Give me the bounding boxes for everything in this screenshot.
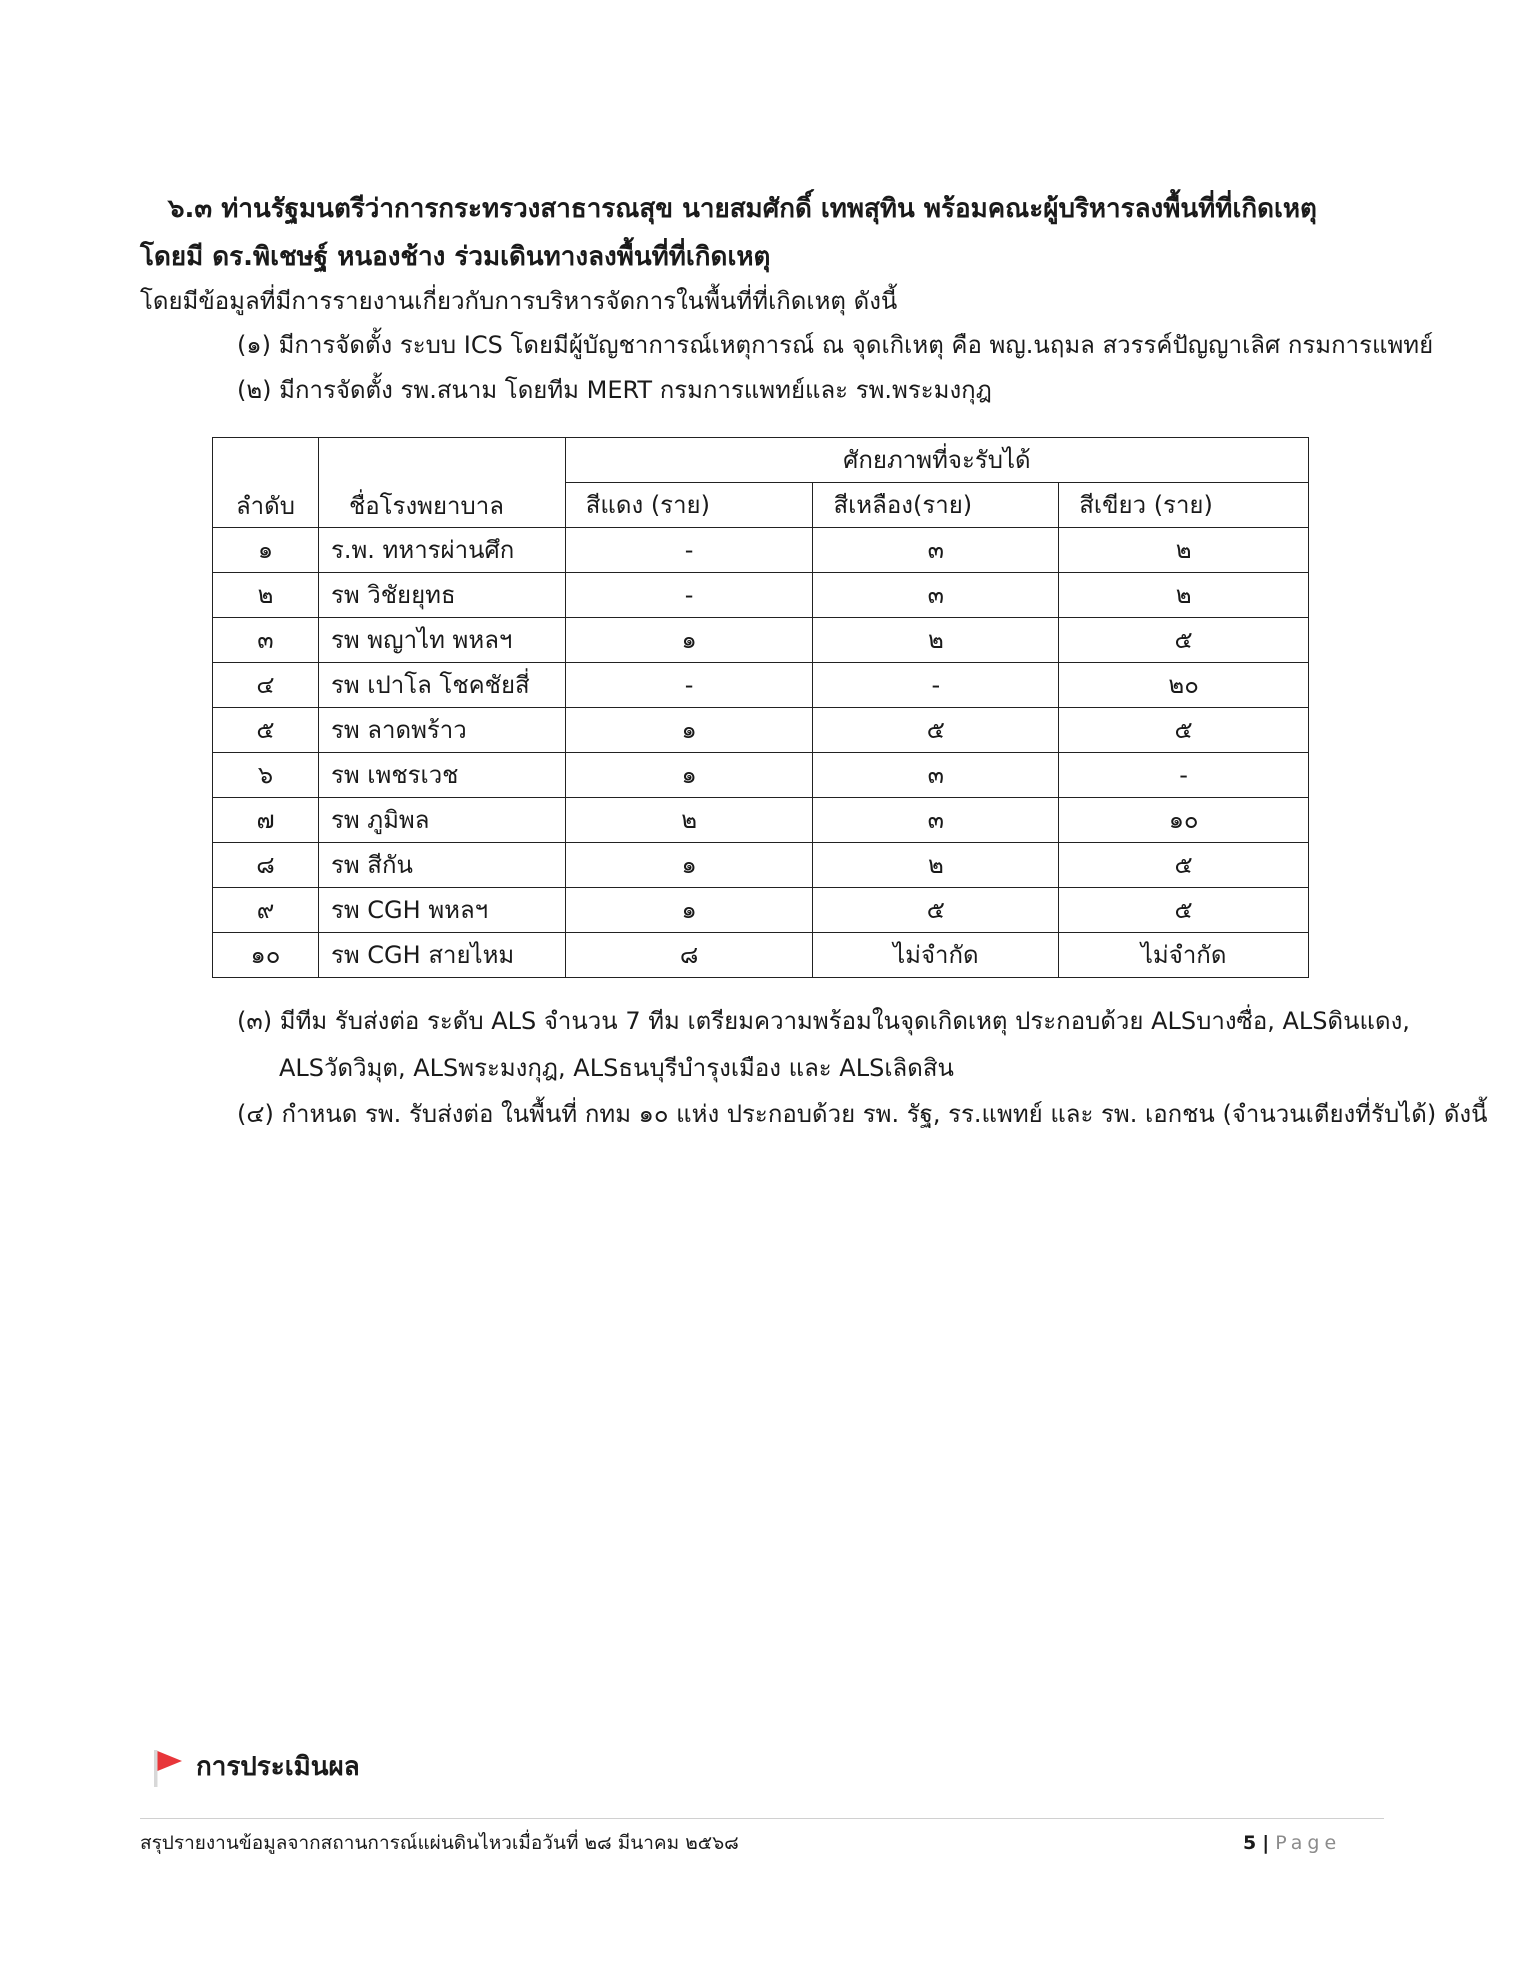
footer-divider xyxy=(140,1818,1384,1819)
cell-yellow: ๕ xyxy=(813,888,1059,933)
cell-order: ๖ xyxy=(213,753,319,798)
table-body xyxy=(213,528,1309,978)
header-order: ลำดับ xyxy=(213,438,319,528)
cell-red: - xyxy=(565,663,813,708)
cell-red: - xyxy=(565,528,813,573)
flag-icon xyxy=(152,1748,184,1788)
header-hospital-name: ชื่อโรงพยาบาล xyxy=(318,438,565,528)
cell-green: ๒ xyxy=(1059,573,1309,618)
cell-order: ๙ xyxy=(213,888,319,933)
cell-green: ๕ xyxy=(1059,708,1309,753)
cell-green: ๒ xyxy=(1059,528,1309,573)
header-green: สีเขียว (ราย) xyxy=(1059,483,1309,528)
cell-yellow: ๒ xyxy=(813,843,1059,888)
table-row xyxy=(213,528,1309,573)
cell-order: ๕ xyxy=(213,708,319,753)
page-number-value: 5 xyxy=(1243,1832,1257,1854)
section-heading-line1: ๖.๓ ท่านรัฐมนตรีว่าการกระทรวงสาธารณสุข นายสมศักดิ์ เทพสุทิน พร้อมคณะผู้บริหารลงพื้นที่ที่เกิดเหตุ xyxy=(168,194,1317,224)
cell-red: ๒ xyxy=(565,798,813,843)
cell-red: ๑ xyxy=(565,753,813,798)
cell-order: ๗ xyxy=(213,798,319,843)
cell-yellow: - xyxy=(813,663,1059,708)
cell-hospital-name: รพ ลาดพร้าว xyxy=(318,708,565,753)
cell-green: ๕ xyxy=(1059,888,1309,933)
page-separator: | xyxy=(1262,1832,1270,1854)
item-referral-hospitals: (๔) กำหนด รพ. รับส่งต่อ ในพื้นที่ กทม ๑๐ แห่ง ประกอบด้วย รพ. รัฐ, รร.แพทย์ และ รพ. เอกชน (จำนวนเตียงที่รับได้) ดังนี้ xyxy=(237,1100,1488,1128)
header-yellow: สีเหลือง(ราย) xyxy=(813,483,1059,528)
intro-paragraph: โดยมีข้อมูลที่มีการรายงานเกี่ยวกับการบริหารจัดการในพื้นที่ที่เกิดเหตุ ดังนี้ xyxy=(140,287,898,315)
table-row xyxy=(213,663,1309,708)
table-row xyxy=(213,573,1309,618)
cell-hospital-name: รพ สีกัน xyxy=(318,843,565,888)
cell-order: ๘ xyxy=(213,843,319,888)
cell-yellow: ๕ xyxy=(813,708,1059,753)
cell-red: ๑ xyxy=(565,888,813,933)
cell-green: ๕ xyxy=(1059,618,1309,663)
assessment-title: การประเมินผล xyxy=(196,1752,360,1782)
cell-yellow: ไม่จำกัด xyxy=(813,933,1059,978)
cell-red: ๑ xyxy=(565,618,813,663)
table-row xyxy=(213,843,1309,888)
cell-red: ๑ xyxy=(565,843,813,888)
cell-green: - xyxy=(1059,753,1309,798)
cell-green: ๕ xyxy=(1059,843,1309,888)
page-number xyxy=(1243,1830,1341,1856)
cell-yellow: ๓ xyxy=(813,753,1059,798)
cell-hospital-name: รพ CGH สายไหม xyxy=(318,933,565,978)
cell-hospital-name: รพ เพชรเวช xyxy=(318,753,565,798)
cell-green: ไม่จำกัด xyxy=(1059,933,1309,978)
cell-red: - xyxy=(565,573,813,618)
cell-yellow: ๓ xyxy=(813,528,1059,573)
cell-red: ๘ xyxy=(565,933,813,978)
header-red: สีแดง (ราย) xyxy=(565,483,813,528)
section-heading-line2: โดยมี ดร.พิเชษฐ์ หนองช้าง ร่วมเดินทางลงพื้นที่ที่เกิดเหตุ xyxy=(140,242,771,272)
item-field-hospital: (๒) มีการจัดตั้ง รพ.สนาม โดยทีม MERT กรมการแพทย์และ รพ.พระมงกุฎ xyxy=(237,376,992,404)
cell-hospital-name: รพ พญาไท พหลฯ xyxy=(318,618,565,663)
cell-order: ๒ xyxy=(213,573,319,618)
cell-yellow: ๓ xyxy=(813,798,1059,843)
footer-report-title: สรุปรายงานข้อมูลจากสถานการณ์แผ่นดินไหวเมื่อวันที่ ๒๘ มีนาคม ๒๕๖๘ xyxy=(140,1832,739,1854)
cell-order: ๔ xyxy=(213,663,319,708)
item-als-teams-line2: ALSวัดวิมุต, ALSพระมงกุฎ, ALSธนบุรีบำรุงเมือง และ ALSเลิดสิน xyxy=(279,1054,954,1082)
table-row xyxy=(213,888,1309,933)
cell-yellow: ๒ xyxy=(813,618,1059,663)
table-row xyxy=(213,708,1309,753)
cell-yellow: ๓ xyxy=(813,573,1059,618)
cell-hospital-name: รพ เปาโล โชคชัยสี่ xyxy=(318,663,565,708)
cell-order: ๑ xyxy=(213,528,319,573)
cell-green: ๒๐ xyxy=(1059,663,1309,708)
table-row xyxy=(213,618,1309,663)
cell-hospital-name: รพ วิชัยยุทธ xyxy=(318,573,565,618)
table-row xyxy=(213,798,1309,843)
item-als-teams-line1: (๓) มีทีม รับส่งต่อ ระดับ ALS จำนวน 7 ทีม เตรียมความพร้อมในจุดเกิดเหตุ ประกอบด้วย ALSบางซื่อ, ALSดินแดง, xyxy=(237,1007,1410,1035)
hospital-capacity-table xyxy=(212,437,1309,978)
cell-green: ๑๐ xyxy=(1059,798,1309,843)
table-row xyxy=(213,753,1309,798)
cell-red: ๑ xyxy=(565,708,813,753)
header-capacity: ศักยภาพที่จะรับได้ xyxy=(565,438,1308,483)
table-row xyxy=(213,933,1309,978)
item-ics: (๑) มีการจัดตั้ง ระบบ ICS โดยมีผู้บัญชาการณ์เหตุการณ์ ณ จุดเกิเหตุ คือ พญ.นฤมล สวรรค์ปัญญาเลิศ กรมการแพทย์ xyxy=(237,331,1434,359)
cell-hospital-name: ร.พ. ทหารผ่านศึก xyxy=(318,528,565,573)
cell-hospital-name: รพ CGH พหลฯ xyxy=(318,888,565,933)
page-word: Page xyxy=(1275,1832,1342,1854)
cell-hospital-name: รพ ภูมิพล xyxy=(318,798,565,843)
cell-order: ๑๐ xyxy=(213,933,319,978)
cell-order: ๓ xyxy=(213,618,319,663)
